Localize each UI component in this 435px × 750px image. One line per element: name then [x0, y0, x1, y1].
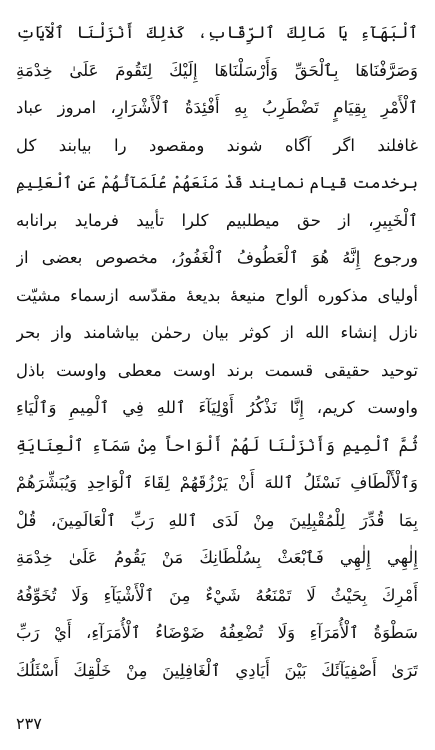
text-line-18: تَرَىٰ أَصْفِيَآئَكَ بَيْنَ أَيَادِي ٱلْغَافِلِينَ مِنْ خَلْقِكَ أَسْئَلُكَ	[16, 660, 418, 680]
text-line-15: إِلٰهِي إِلٰهِي فَٱبْعَثْ بِسُلْطَانِكَ مَنْ يَقُومُ عَلَىٰ خِدْمَةِ	[16, 548, 418, 567]
text-line-5: برخدمت قيام نمايند قَدْ مَنَعَهُمْ عُلَمَآئُهُمْ عَنِ ٱلْعَلِيمِ	[16, 173, 418, 192]
text-line-6: ٱلْخَبِيرِ، از حق ميطلبيم كلرا تأييد فرمايد برانابه	[16, 210, 418, 230]
text-line-7: ورجوع إِنَّهُ هُوَ ٱلْعَطُوفُ ٱلْغَفُورُ، مخصوص بعضى از	[16, 248, 418, 267]
text-line-13: وَٱلْأَلْطَافِ نَسْئَلُ ٱللهَ أَنْ يَرْزُقَهُمْ لِقَاءَ ٱلْوَاحِدِ وَيُبَشِّرَهُمْ	[16, 473, 418, 492]
text-line-9: نازل إنشاء الله از كوثر بيان رحمٰن بياشامند واز بحر	[16, 323, 418, 342]
text-line-3: ٱلْأَمْرِ بِقِيَامٍ تَضْطَرِبُ بِهِ أَفْئِدَةُ ٱلْأَشْرَارِ، امروز عباد	[16, 98, 418, 117]
text-line-10: توحيد حقيقى قسمت برند اوست معطى واوست باذل	[16, 360, 418, 380]
text-line-16: أَمْرِكَ بِحَيْثُ لَا تَمْنَعُهُ شَيْءٌ مِنَ ٱلْأَشْيَآءِ وَلَا تُخَوِّفُهُ	[16, 585, 418, 605]
page-number: ٢٣٧	[16, 714, 42, 733]
text-line-2: وَصَرَّفْنَاهَا بِٱلْحَقِّ وَأَرْسَلْنَاهَا إِلَيْكَ لِتَقُومَ عَلَىٰ خِدْمَةِ	[16, 60, 418, 80]
text-line-14: بِمَا قُدِّرَ لِلْمُقْبِلِينَ مِنْ لَدَى ٱللهِ رَبِّ ٱلْعَالَمِينَ، قُلْ	[16, 510, 418, 530]
text-line-11: واوست كريم، إِنَّا نَذْكُرُ أَوْلِيَآءَ ٱللهِ فِي ٱلْمِيمِ وَٱلْيَاءِ	[16, 398, 418, 417]
text-line-1: ٱلْبَهَآءِ يَا مَالِكَ ٱلرِّقَابِ، كَذٰلِكَ أَنْزَلْنَا ٱلْآيَاتِ	[16, 23, 418, 42]
text-line-17: سَطْوَةُ ٱلْأُمَرَآءِ وَلَا تُضْعِفُهُ ضَوْضَاءُ ٱلْأُمَرَآءِ، أَيْ رَبِّ	[16, 623, 418, 642]
text-line-12: ثُمَّ ٱلْمِيمِ وَأَنْزَلْنَا لَهُمْ أَلْوَاحاً مِنْ سَمَآءِ ٱلْعِنَايَةِ	[16, 435, 418, 455]
text-line-8: أولياى مذكوره ألواح منيعهٔ بديعهٔ مقدّسه ازسماء مشيّت	[16, 285, 418, 305]
body-text	[16, 14, 418, 689]
text-line-4: غافلند اگر آگاه شوند ومقصود را بيابند كل	[16, 135, 418, 155]
